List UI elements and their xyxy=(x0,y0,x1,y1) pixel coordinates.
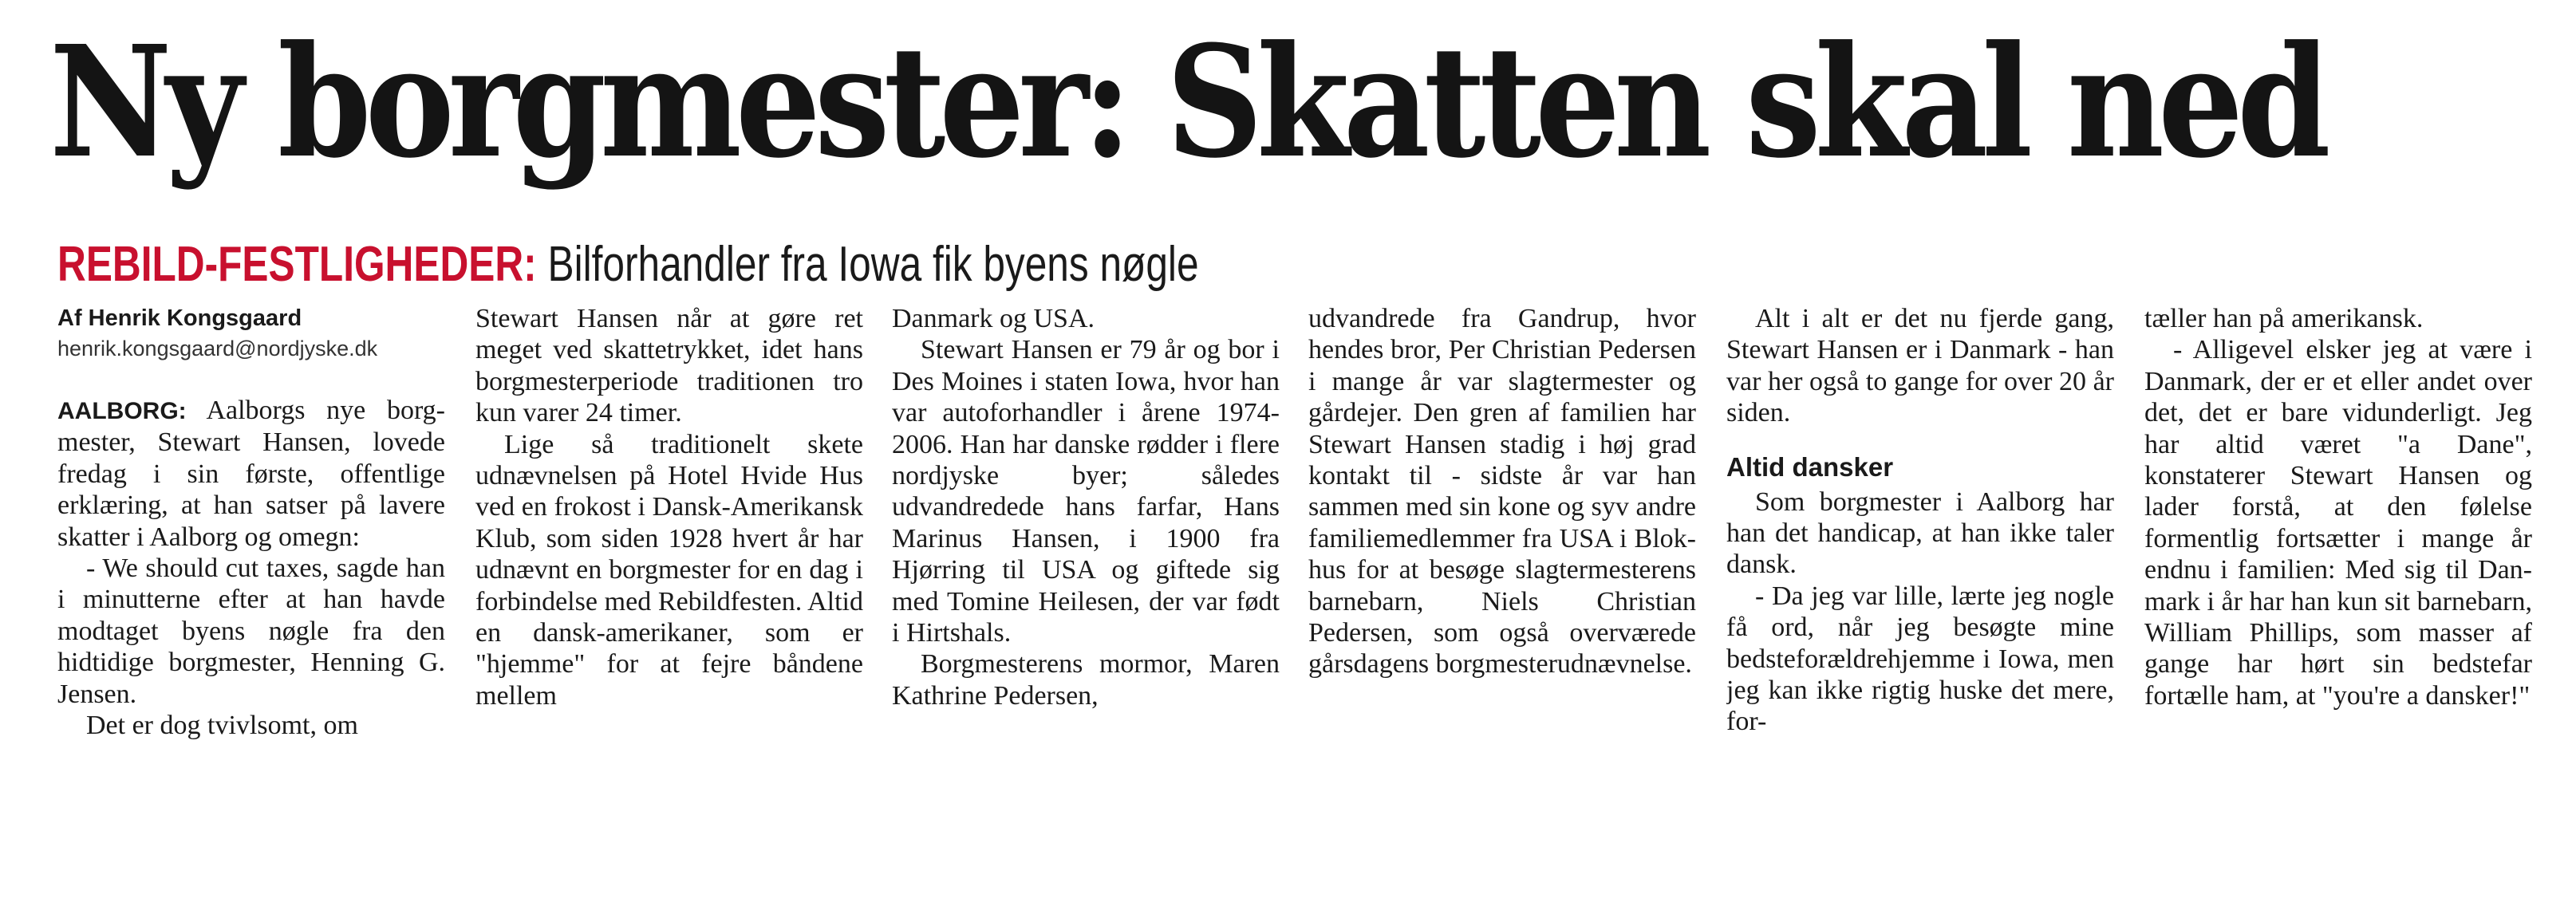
article-column-1 xyxy=(57,303,445,893)
paragraph: Danmark og USA. xyxy=(892,304,1095,333)
paragraph: - Da jeg var lille, lærte jeg nogle få ord, når jeg besøgte mine bedsteforældrehjemme i Iowa, men jeg kan ikke rigtig huske det mere, for- xyxy=(1726,581,2114,737)
paragraph: Som borgmester i Aalborg har han det handicap, at han ikke taler dansk. xyxy=(1726,486,2114,580)
paragraph: Alt i alt er det nu fjerde gang, Stewart Hansen er i Danmark - han var her også to gange for over 20 år siden. xyxy=(1726,304,2114,428)
paragraph: udvandrede fra Gandrup, hvor hendes bror, Per Christian Pedersen i mange år var slagtermester og gårdejer. Den gren af familien har Stewart Hansen stadig i høj grad kontakt til - sidste år var han sammen med sin kone og syv andre familiemedlemmer fra USA i Blokhus for at besøge slagtermesterens barnebarn, Niels Christian Pedersen, som også overværede gårsdagens borgmesterudnævnelse. xyxy=(1308,304,1696,679)
paragraph: Stewart Hansen er 79 år og bor i Des Moines i staten Iowa, hvor han var autoforhandler i årene 1974-2006. Han har danske rødder i flere nordjyske byer; således udvandrededе hans farfar, Hans Marinus Hansen, i 1900 fra Hjørring til USA og giftede sig med Tomine Heilesen, der var født i Hirtshals. xyxy=(892,335,1280,648)
byline-email: henrik.kongsgaard@nordjyske.dk xyxy=(57,337,378,360)
article-column-6 xyxy=(2144,303,2532,893)
article-column-5 xyxy=(1726,303,2114,893)
paragraph: Lige så traditionelt skete udnævnelsen på Hotel Hvide Hus ved en frokost i Dansk-Amerikansk Klub, som siden 1928 hvert år har udnævnt en borgmester for en dag i forbindelse med Rebildfesten. Altid en dansk-amerikaner, som er "hjemme" for at fejre båndene mellem xyxy=(475,429,863,711)
paragraph xyxy=(57,395,445,553)
article-column-3 xyxy=(892,303,1280,893)
byline-author: Af Henrik Kongsgaard xyxy=(57,305,302,331)
paragraph-text: Aalborgs nye borgmester, Stewart Hansen, lovede fredag i sin første, offentlige erklæring, at han satser på lavere skatter i Aalborg og omegn: xyxy=(57,396,445,552)
article-column-4 xyxy=(1308,303,1696,893)
paragraph: tæller han på amerikansk. xyxy=(2144,304,2424,333)
paragraph: - Alligevel elsker jeg at være i Danmark, der er et eller andet over det, det er bare vidunderligt. Jeg har altid været "a Dane", konstaterer Stewart Hansen og lader forstå, at den følelse formentlig fortsætter i mange år endnu i familien: Med sig til Danmark i år har han kun sit barnebarn, William Phillips, som masser af gange har hørt sin bedstefar fortælle ham, at "you're a dansker!" xyxy=(2144,335,2532,711)
headline: Ny borgmester: Skatten skal ned xyxy=(49,13,2325,192)
paragraph: Borgmesterens mormor, Maren Kathrine Pedersen, xyxy=(892,649,1280,711)
section-subheading: Altid dansker xyxy=(1726,451,1894,482)
dateline: AALBORG: xyxy=(57,398,187,424)
kicker: REBILD-FESTLIGHEDER: xyxy=(57,237,537,292)
article-column-2 xyxy=(475,303,863,893)
paragraph: Stewart Hansen når at gøre ret meget ved skattetrykket, idet hans borgmesterperiode traditionen tro kun varer 24 timer. xyxy=(475,304,863,428)
subhead: Bilforhandler fra Iowa fik byens nøgle xyxy=(547,237,1199,292)
kicker-line xyxy=(57,236,1199,293)
byline-spacer xyxy=(57,363,445,395)
paragraph: - We should cut taxes, sagde han i minutterne efter at han havde modtaget byens nøgle fra den hidtidige borgmester, Henning G. Jensen. xyxy=(57,553,445,709)
paragraph: Det er dog tvivlsomt, om xyxy=(86,711,358,741)
